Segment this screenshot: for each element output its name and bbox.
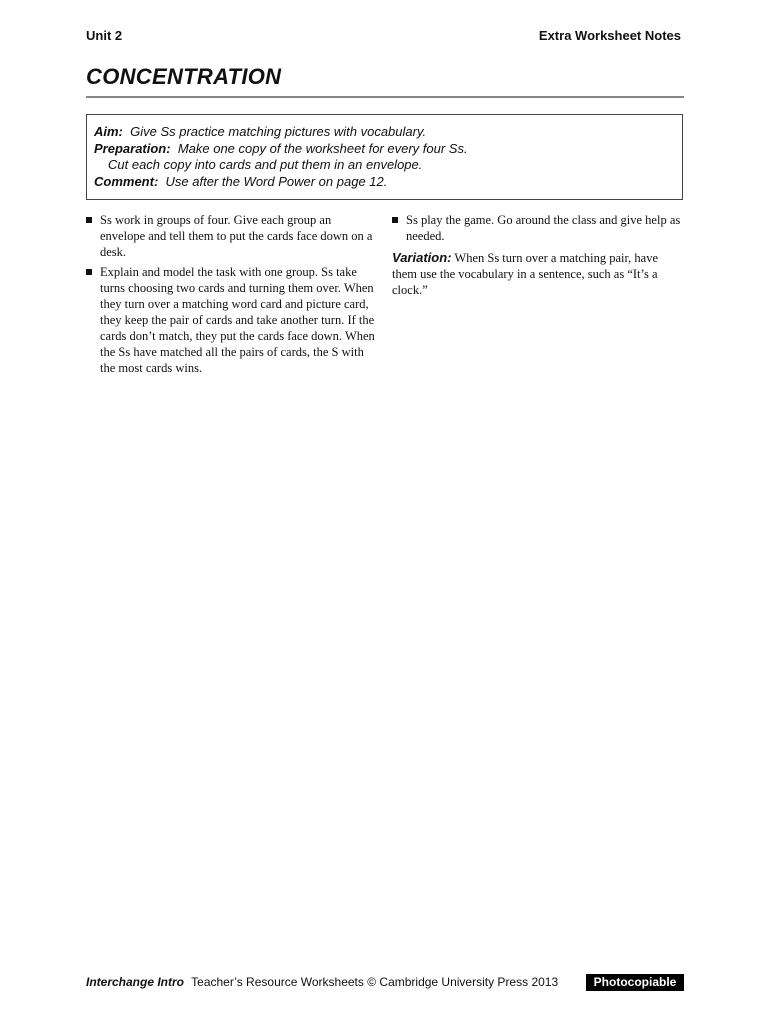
copyright-text: Teacher’s Resource Worksheets © Cambridge University Press 2013 (191, 975, 559, 989)
comment-label: Comment: (94, 173, 159, 189)
aim-label: Aim: (94, 124, 123, 139)
comment-text: Use after the Word Power on page 12. (165, 173, 388, 189)
preparation-line (94, 141, 675, 158)
aim-line (94, 124, 675, 141)
list-item-text: Ss play the game. Go around the class and give help as needed. (406, 213, 681, 243)
preparation-text: Make one copy of the worksheet for every four Ss. (177, 140, 468, 156)
right-column (392, 212, 684, 298)
left-column (86, 212, 378, 380)
bullet-square-icon (86, 217, 92, 223)
bullet-square-icon (392, 217, 398, 223)
preparation-text-continued: Cut each copy into cards and put them in an envelope. (108, 157, 423, 172)
list-item (392, 212, 684, 244)
aim-text: Give Ss practice matching pictures with vocabulary. (130, 124, 427, 139)
list-item-text: Explain and model the task with one group. Ss take turns choosing two cards and turning them over. When they turn over a matching word card and picture card, they keep the pair of cards and take another turn. If the cards don’t match, they put the cards face down. When the Ss have matched all the pairs of cards, the S with the most cards wins. (100, 265, 375, 375)
page-title: CONCENTRATION (86, 64, 282, 89)
bullet-square-icon (86, 269, 92, 275)
book-title: Interchange Intro (86, 975, 185, 989)
list-item (86, 264, 378, 376)
preparation-label: Preparation: (94, 140, 171, 156)
list-item-text: Ss work in groups of four. Give each group an envelope and tell them to put the cards face down on a desk. (100, 213, 373, 259)
comment-line (94, 174, 675, 191)
unit-label: Unit 2 (86, 28, 123, 43)
variation-paragraph (392, 250, 684, 298)
list-item (86, 212, 378, 260)
photocopiable-badge: Photocopiable (586, 974, 684, 991)
aim-box (86, 114, 683, 200)
footer-credit (86, 975, 558, 989)
title-divider (86, 96, 684, 98)
variation-text: When Ss turn over a matching pair, have them use the vocabulary in a sentence, such as “It’s a clock.” (392, 251, 658, 297)
variation-label: Variation: (392, 250, 452, 265)
section-label: Extra Worksheet Notes (538, 28, 681, 43)
